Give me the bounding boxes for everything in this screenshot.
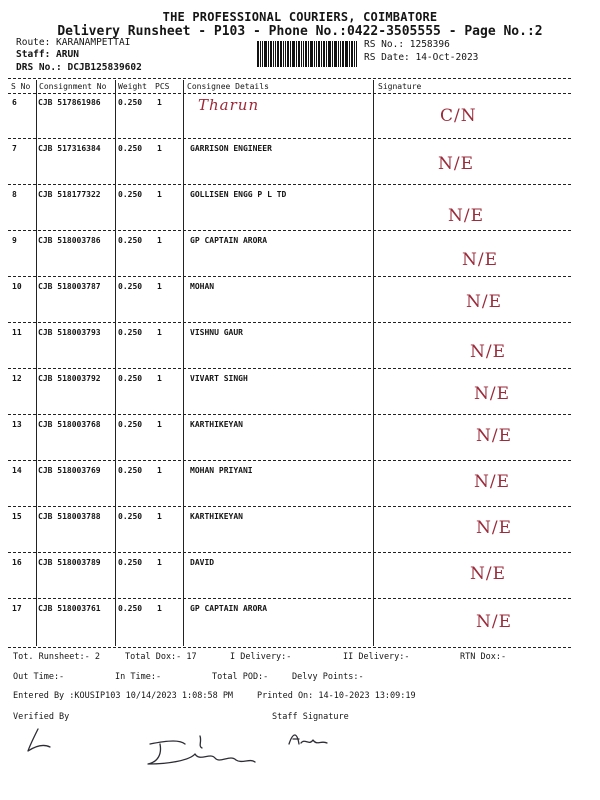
row-consignee: DAVID [190, 558, 215, 567]
row-sno: 8 [12, 190, 17, 199]
row-sno: 6 [12, 98, 17, 107]
col-header-consignment: Consignment No [39, 82, 107, 91]
staff-label: Staff: ARUN [16, 49, 79, 60]
row-sno: 14 [12, 466, 22, 475]
row-signature: C/N [440, 106, 477, 126]
row-consignment-no: CJB 518003786 [38, 236, 101, 245]
row-signature: N/E [476, 426, 513, 446]
row-separator [8, 598, 571, 599]
row-consignee: GP CAPTAIN ARORA [190, 604, 268, 613]
row-consignee: MOHAN PRIYANI [190, 466, 253, 475]
row-consignment-no: CJB 518003793 [38, 328, 101, 337]
row-signature: N/E [476, 612, 513, 632]
row-consignment-no: CJB 518003789 [38, 558, 101, 567]
row-consignment-no: CJB 517861986 [38, 98, 101, 107]
row-weight: 0.250 [118, 190, 143, 199]
row-consignment-no: CJB 518003768 [38, 420, 101, 429]
row-consignee: Tharun [198, 96, 260, 114]
col-header-signature: Signature [378, 82, 422, 91]
barcode [257, 41, 357, 67]
row-sno: 7 [12, 144, 17, 153]
row-consignee: KARTHIKEYAN [190, 512, 243, 521]
row-consignee: GARRISON ENGINEER [190, 144, 272, 153]
row-separator [8, 414, 571, 415]
drs-number: DRS No.: DCJB125839602 [16, 62, 142, 73]
row-separator [8, 368, 571, 369]
col-header-sno: S No [11, 82, 31, 91]
company-name: THE PROFESSIONAL COURIERS, COIMBATORE [162, 10, 438, 24]
row-signature: N/E [470, 342, 507, 362]
row-pcs: 1 [157, 328, 162, 337]
row-sno: 11 [12, 328, 22, 337]
row-sno: 16 [12, 558, 22, 567]
row-sno: 10 [12, 282, 22, 291]
row-consignee: MOHAN [190, 282, 215, 291]
row-signature: N/E [474, 384, 511, 404]
total-pod: Total POD:- [212, 672, 269, 682]
row-signature: N/E [474, 472, 511, 492]
row-pcs: 1 [157, 466, 162, 475]
row-consignee: KARTHIKEYAN [190, 420, 243, 429]
row-separator [8, 460, 571, 461]
col-header-pcs: PCS [155, 82, 170, 91]
row-sno: 15 [12, 512, 22, 521]
in-time: In Time:- [115, 672, 162, 682]
row-consignment-no: CJB 518003788 [38, 512, 101, 521]
row-consignment-no: CJB 517316384 [38, 144, 101, 153]
row-weight: 0.250 [118, 420, 143, 429]
row-pcs: 1 [157, 512, 162, 521]
table-bottom-rule [8, 647, 571, 648]
row-signature: N/E [466, 292, 503, 312]
row-separator [8, 322, 571, 323]
row-consignment-no: CJB 518003769 [38, 466, 101, 475]
row-consignment-no: CJB 518003792 [38, 374, 101, 383]
row-weight: 0.250 [118, 328, 143, 337]
row-pcs: 1 [157, 144, 162, 153]
verified-by-label: Verified By [13, 712, 70, 722]
row-weight: 0.250 [118, 466, 143, 475]
row-consignee: GOLLISEN ENGG P L TD [190, 190, 287, 199]
staff-signature-label: Staff Signature [272, 712, 349, 722]
total-dox: Total Dox:- 17 [125, 652, 197, 662]
column-divider [115, 80, 116, 646]
rtn-dox: RTN Dox:- [460, 652, 507, 662]
verifier-signature-icon [20, 725, 80, 760]
row-consignment-no: CJB 518003761 [38, 604, 101, 613]
row-separator [8, 138, 571, 139]
row-weight: 0.250 [118, 282, 143, 291]
row-pcs: 1 [157, 420, 162, 429]
row-separator [8, 552, 571, 553]
column-divider [36, 80, 37, 646]
printed-on: Printed On: 14-10-2023 13:09:19 [257, 691, 416, 701]
col-header-weight: Weight [118, 82, 147, 91]
rs-number: RS No.: 1258396 [364, 39, 450, 50]
staff-signature-scribble-icon [140, 730, 260, 775]
route-label: Route: KARANAMPETTAI [16, 37, 131, 48]
row-consignee: VIVART SINGH [190, 374, 248, 383]
row-weight: 0.250 [118, 512, 143, 521]
runsheet-title: Delivery Runsheet - P103 - Phone No.:0422-3505555 - Page No.:2 [57, 24, 543, 39]
row-pcs: 1 [157, 374, 162, 383]
column-divider [373, 80, 374, 646]
row-pcs: 1 [157, 604, 162, 613]
row-pcs: 1 [157, 558, 162, 567]
row-sno: 13 [12, 420, 22, 429]
row-pcs: 1 [157, 282, 162, 291]
row-pcs: 1 [157, 236, 162, 245]
row-pcs: 1 [157, 98, 162, 107]
row-signature: N/E [476, 518, 513, 538]
row-separator [8, 276, 571, 277]
ii-delivery: II Delivery:- [343, 652, 410, 662]
tot-runsheet: Tot. Runsheet:- 2 [13, 652, 100, 662]
row-consignment-no: CJB 518177322 [38, 190, 101, 199]
entered-by: Entered By :KOUSIP103 10/14/2023 1:08:58 PM [13, 691, 234, 701]
i-delivery: I Delivery:- [230, 652, 292, 662]
column-divider [183, 80, 184, 646]
row-weight: 0.250 [118, 144, 143, 153]
row-signature: N/E [462, 250, 499, 270]
row-sno: 12 [12, 374, 22, 383]
row-weight: 0.250 [118, 558, 143, 567]
row-weight: 0.250 [118, 236, 143, 245]
table-top-rule [8, 78, 571, 79]
row-weight: 0.250 [118, 98, 143, 107]
staff-initials-icon [285, 728, 335, 753]
row-consignee: GP CAPTAIN ARORA [190, 236, 268, 245]
table-header-rule [8, 93, 571, 94]
row-consignee: VISHNU GAUR [190, 328, 243, 337]
out-time: Out Time:- [13, 672, 65, 682]
row-weight: 0.250 [118, 604, 143, 613]
row-weight: 0.250 [118, 374, 143, 383]
row-signature: N/E [448, 206, 485, 226]
row-consignment-no: CJB 518003787 [38, 282, 101, 291]
row-separator [8, 506, 571, 507]
row-separator [8, 184, 571, 185]
col-header-consignee: Consignee Details [187, 82, 269, 91]
row-signature: N/E [470, 564, 507, 584]
row-sno: 9 [12, 236, 17, 245]
row-sno: 17 [12, 604, 22, 613]
row-pcs: 1 [157, 190, 162, 199]
row-separator [8, 230, 571, 231]
rs-date: RS Date: 14-Oct-2023 [364, 52, 479, 63]
delivery-points: Delvy Points:- [292, 672, 364, 682]
row-signature: N/E [438, 154, 475, 174]
